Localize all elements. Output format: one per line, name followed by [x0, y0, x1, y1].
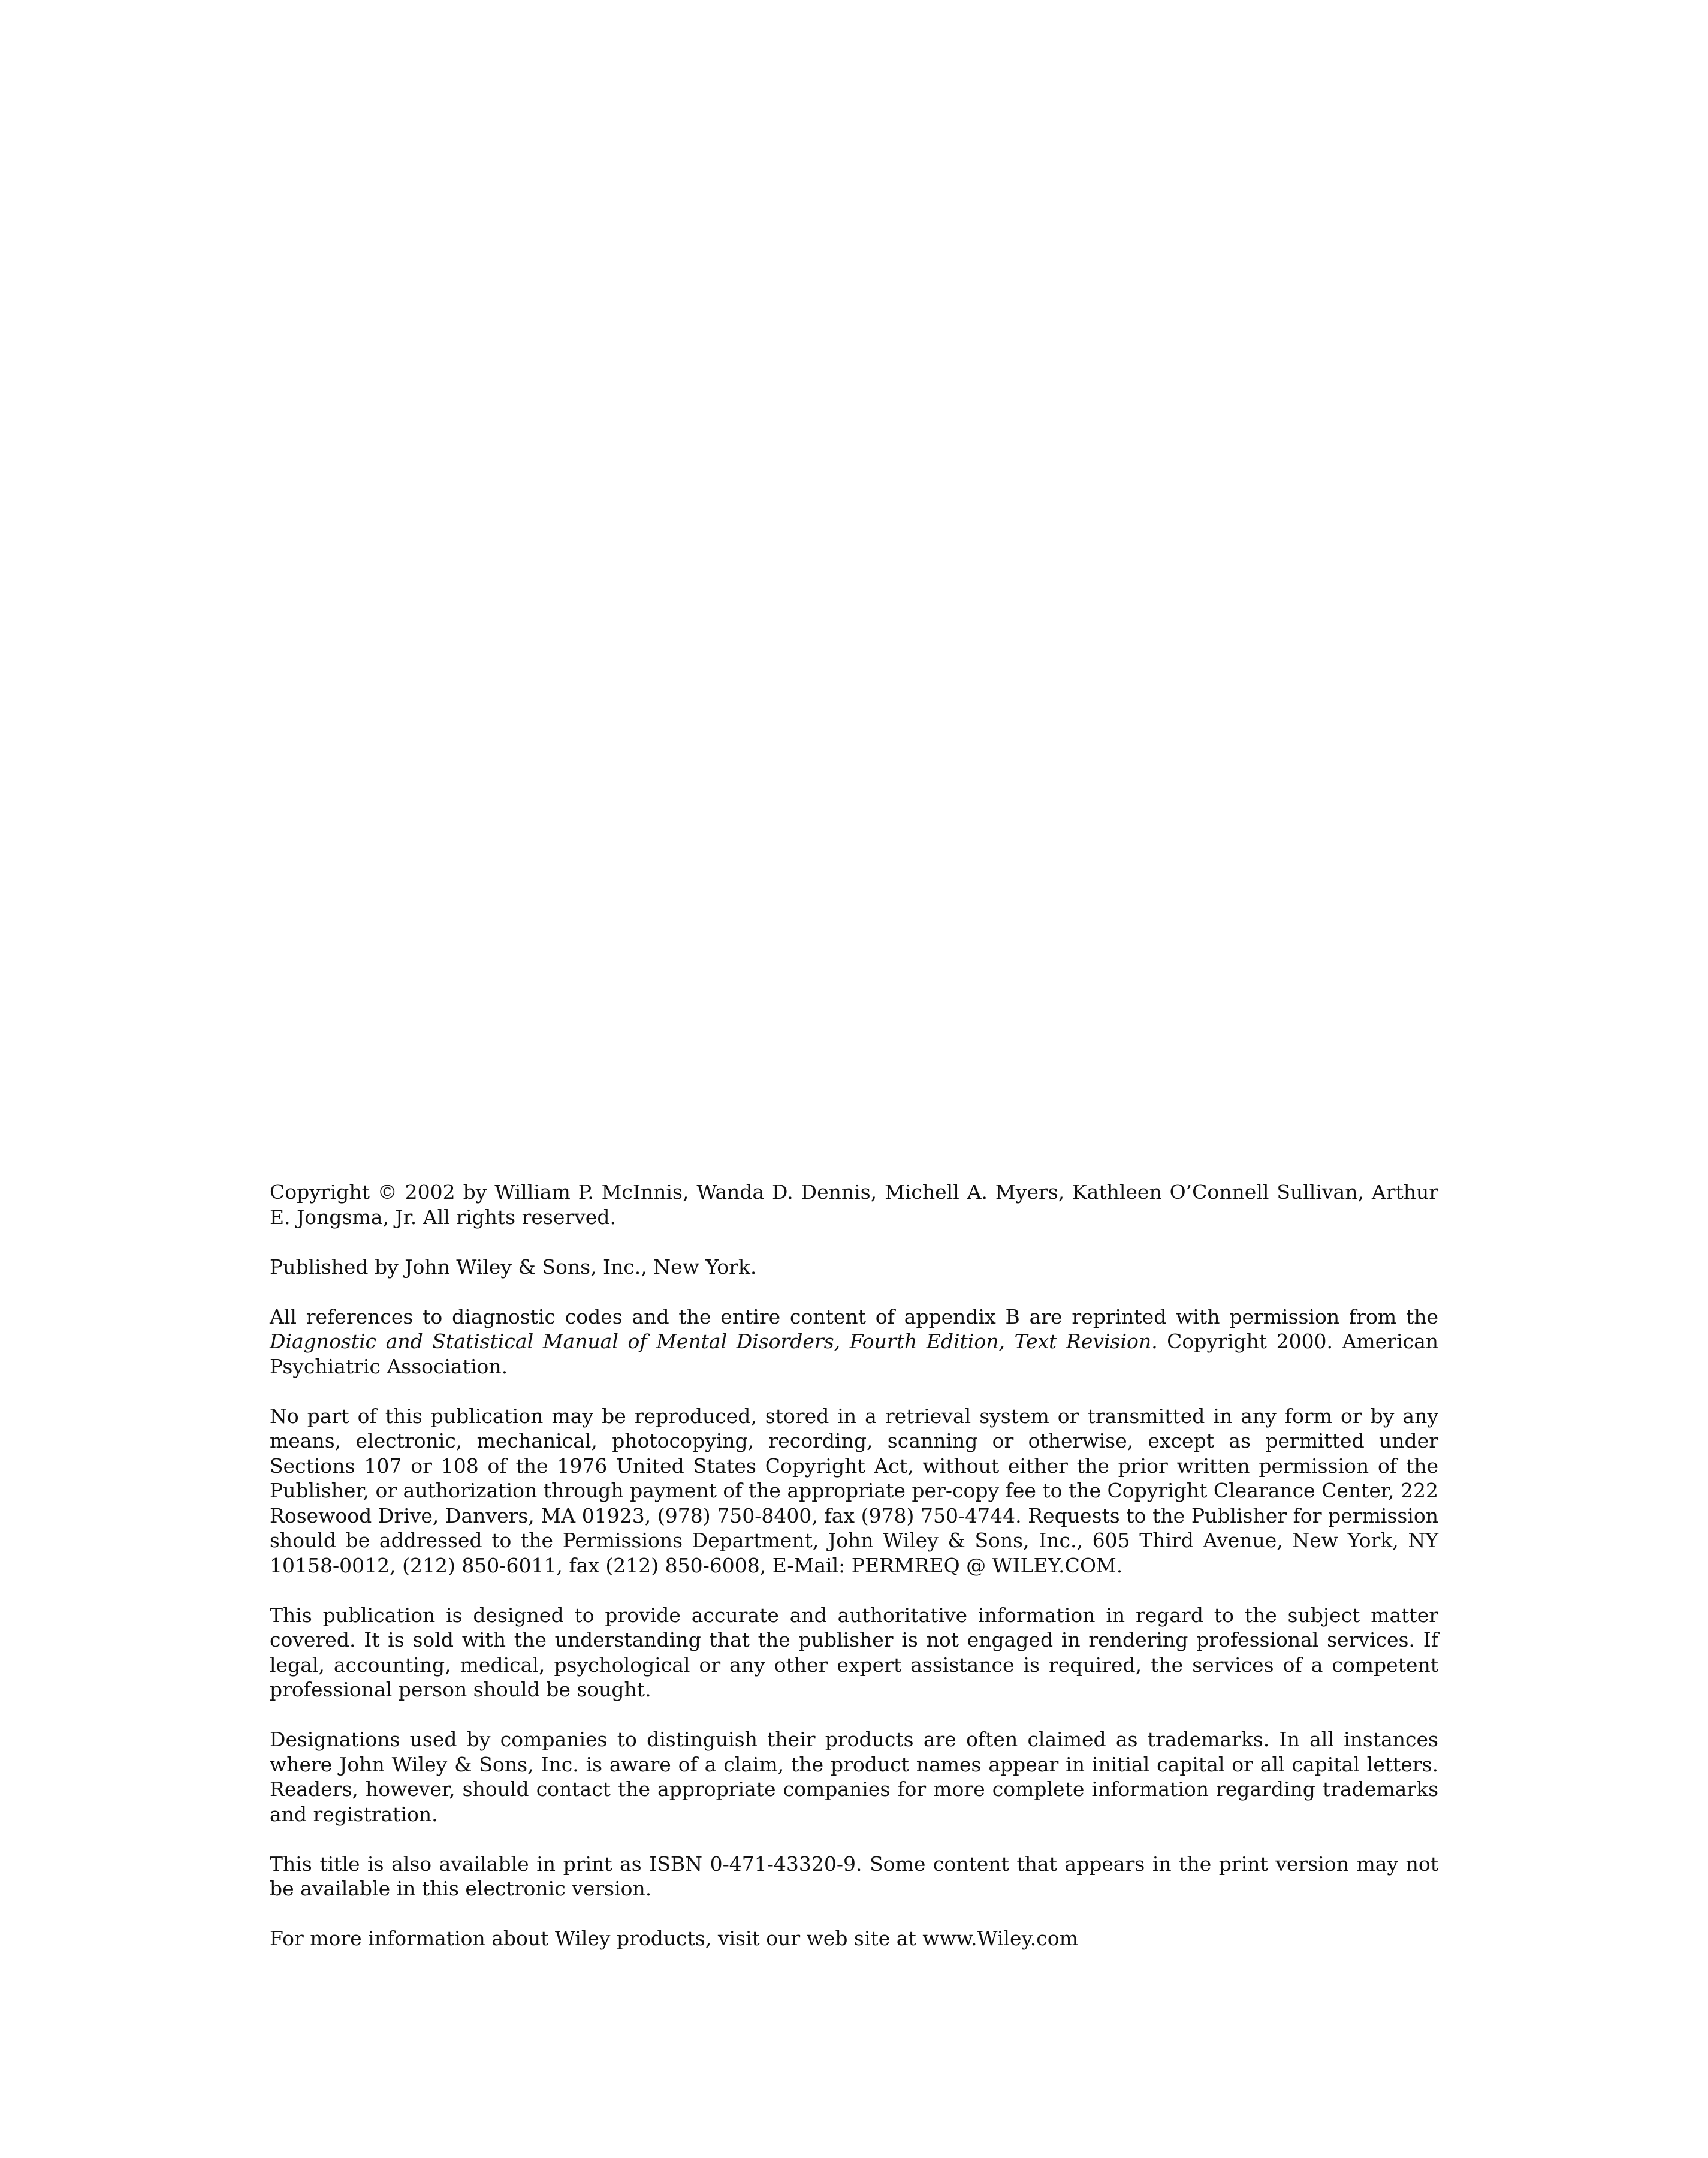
copyright-line: Copyright © 2002 by William P. McInnis, Wanda D. Dennis, Michell A. Myers, Kathleen O’Connell Sullivan, Arthur E. Jongsma, Jr. All rights reserved. — [270, 1180, 1438, 1229]
references-text: All references to diagnostic codes and the entire content of appendix B are reprinted with permission from the — [270, 1304, 1438, 1328]
dsm-title: Diagnostic and Statistical Manual of Mental Disorders, Fourth Edition, Text Revision. — [270, 1330, 1158, 1353]
references-paragraph — [270, 1304, 1438, 1379]
references-copyright: Copyright 2000. American Psychiatric Association. — [270, 1330, 1438, 1378]
reproduction-notice: No part of this publication may be reproduced, stored in a retrieval system or transmitted in any form or by any means, electronic, mechanical, photocopying, recording, scanning or otherwise, except as permitted under Sections 107 or 108 of the 1976 United States Copyright Act, without either the prior written permission of the Publisher, or authorization through payment of the appropriate per-copy fee to the Copyright Clearance Center, 222 Rosewood Drive, Danvers, MA 01923, (978) 750-8400, fax (978) 750-4744. Requests to the Publisher for permission should be addressed to the Permissions Department, John Wiley & Sons, Inc., 605 Third Avenue, New York, NY 10158-0012, (212) 850-6011, fax (212) 850-6008, E-Mail: PERMREQ @ WILEY.COM. — [270, 1404, 1439, 1577]
trademarks-paragraph: Designations used by companies to distinguish their products are often claimed as trademarks. In all instances where John Wiley & Sons, Inc. is aware of a claim, the product names appear in initial capital or all capital letters. Readers, however, should contact the appropriate companies for more complete information regarding trademarks and registration. — [270, 1728, 1438, 1826]
disclaimer-paragraph: This publication is designed to provide accurate and authoritative information in regard to the subject matter covered. It is sold with the understanding that the publisher is not engaged in rendering professional services. If legal, accounting, medical, psychological or any other expert assistance is required, the services of a competent professional person should be sought. — [270, 1603, 1438, 1701]
publisher-line: Published by John Wiley & Sons, Inc., New York. — [270, 1255, 757, 1279]
copyright-block — [270, 1180, 1438, 1951]
isbn-note: This title is also available in print as ISBN 0-471-43320-9. Some content that appears in the print version may not be available in this electronic version. — [270, 1852, 1438, 1900]
website-line: For more information about Wiley products, visit our web site at www.Wiley.com — [270, 1927, 1078, 1950]
